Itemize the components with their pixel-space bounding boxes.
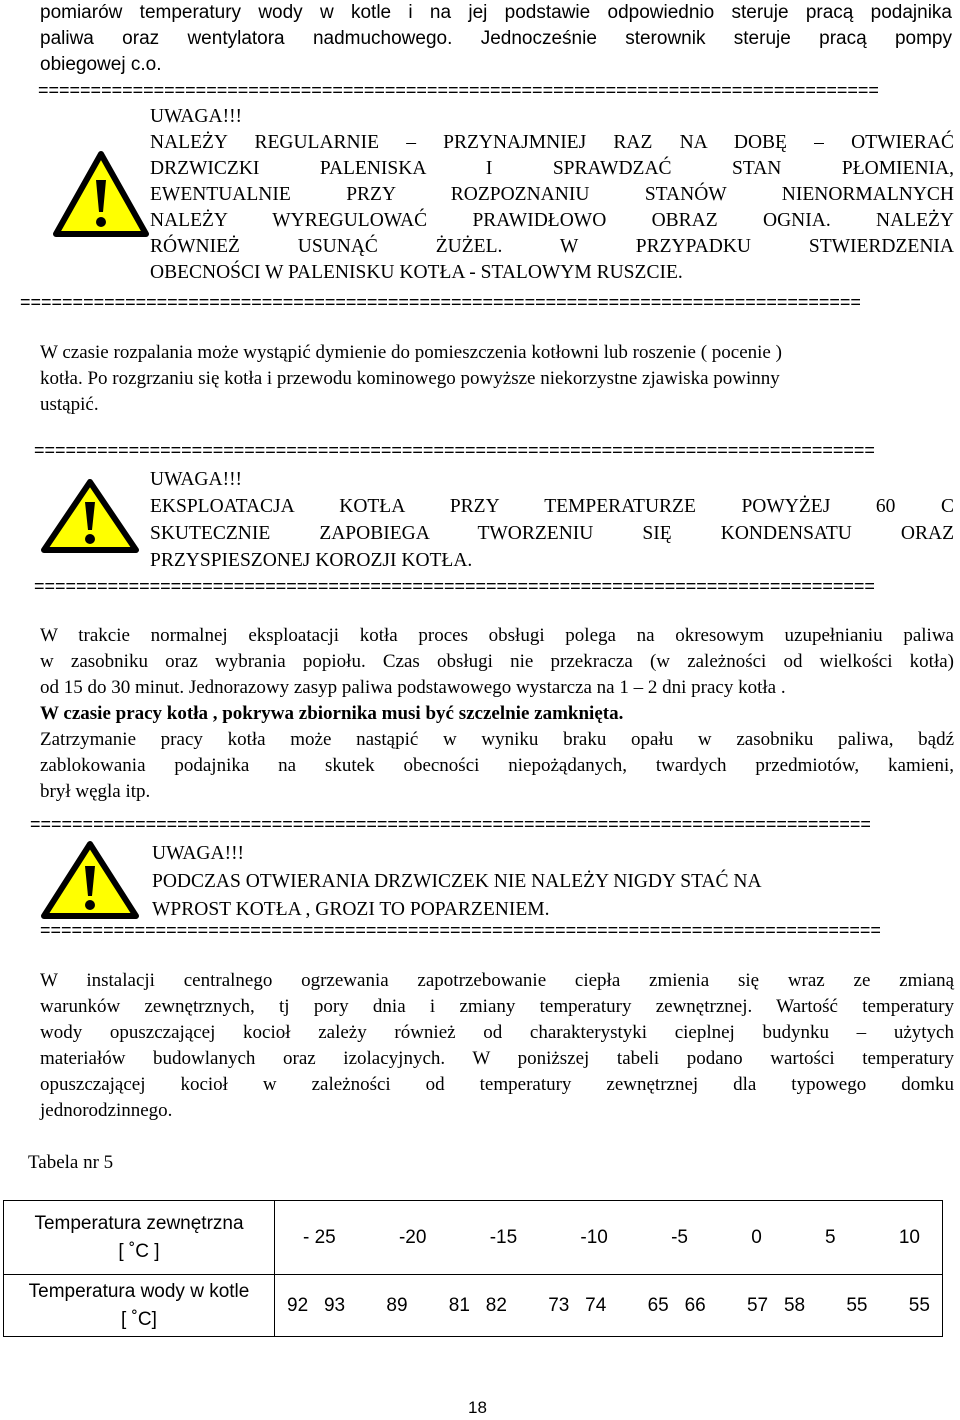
warning-title: UWAGA!!!	[150, 469, 243, 490]
warning-triangle-icon	[40, 840, 140, 920]
table-cell: 0	[751, 1226, 762, 1248]
warning-line: EKSPLOATACJA KOTŁA PRZY TEMPERATURZE POWYŻEJ 60 C	[150, 496, 954, 517]
page-number: 18	[468, 1398, 487, 1417]
separator-line: ================================================================================	[30, 814, 871, 834]
warning-block-1	[150, 104, 954, 286]
text-line: wody opuszczającej kocioł zależy również od charakterystyki cieplnej budynku – użytych	[40, 1022, 954, 1043]
table-row	[4, 1275, 943, 1337]
table-cell: 10	[898, 1226, 920, 1248]
text-line: opuszczającej kocioł w zależności od temperatury zewnętrznej dla typowego domku	[40, 1074, 954, 1095]
table-cell: 65	[647, 1294, 669, 1316]
text-line: W czasie rozpalania może wystąpić dymienie do pomieszczenia kotłowni lub roszenie ( pocenie )	[40, 342, 782, 363]
warning-line: SKUTECZNIE ZAPOBIEGA TWORZENIU SIĘ KONDENSATU ORAZ	[150, 523, 954, 544]
text-line: kotła. Po rozgrzaniu się kotła i przewodu kominowego powyższe niekorzystne zjawiska powinny	[40, 368, 780, 389]
table-cell: 57	[746, 1294, 769, 1316]
table-cell: -20	[398, 1226, 427, 1248]
table-cell: 89	[386, 1294, 408, 1316]
table-cell: 82	[485, 1294, 507, 1316]
text-line: paliwa oraz wentylatora nadmuchowego. Jednocześnie sterownik steruje pracą pompy	[40, 28, 952, 49]
text-line: od 15 do 30 minut. Jednorazowy zasyp paliwa podstawowego wystarcza na 1 – 2 dni pracy kotła .	[40, 677, 786, 698]
table-cell: 55	[908, 1294, 930, 1316]
row-header-water: Temperatura wody w kotle [ ˚C]	[4, 1275, 275, 1337]
separator-line: ================================================================================	[38, 80, 879, 100]
warning-triangle-icon	[40, 478, 140, 554]
paragraph-operation	[40, 623, 954, 805]
text-line: pomiarów temperatury wody w kotle i na jej podstawie odpowiednio steruje pracą podajnika	[40, 2, 952, 23]
text-line: Zatrzymanie pracy kotła może nastąpić w wyniku braku opału w zasobniku paliwa, bądź	[40, 729, 954, 750]
row-header-outdoor: Temperatura zewnętrzna [ ˚C ]	[4, 1201, 275, 1275]
text-line: warunków zewnętrznych, tj pory dnia i zmiany temperatury zewnętrznej. Wartość temperatury	[40, 996, 954, 1017]
table-cell: 73	[548, 1294, 570, 1316]
table-cell: 81	[448, 1294, 470, 1316]
warning-line: WPROST KOTŁA , GROZI TO POPARZENIEM.	[152, 899, 550, 920]
warning-line: NALEŻY REGULARNIE – PRZYNAJMNIEJ RAZ NA DOBĘ – OTWIERAĆ	[150, 132, 954, 153]
temperature-table	[3, 1200, 943, 1337]
text-line: zablokowania podajnika na skutek obecności niepożądanych, twardych przedmiotów, kamieni,	[40, 755, 954, 776]
separator-line: ================================================================================	[20, 292, 861, 312]
table-cell: -15	[489, 1226, 518, 1248]
warning-line: OBECNOŚCI W PALENISKU KOTŁA - STALOWYM RUSZCIE.	[150, 262, 683, 283]
warning-line: RÓWNIEŻ USUNĄĆ ŻUŻEL. W PRZYPADKU STWIERDZENIA	[150, 236, 954, 257]
table-cell: -10	[580, 1226, 608, 1248]
table-cell: 55	[846, 1294, 868, 1316]
warning-triangle-icon	[52, 150, 150, 238]
emphasis-line: W czasie pracy kotła , pokrywa zbiornika musi być szczelnie zamknięta.	[40, 703, 624, 724]
text-line: materiałów budowlanych oraz izolacyjnych. W poniższej tabeli podano wartości temperatury	[40, 1048, 954, 1069]
table-cell: 58	[783, 1294, 806, 1316]
table-caption: Tabela nr 5	[28, 1152, 114, 1173]
warning-line: PRZYSPIESZONEJ KOROZJI KOTŁA.	[150, 550, 473, 571]
text-line: obiegowej c.o.	[40, 54, 162, 75]
warning-line: EWENTUALNIE PRZY ROZPOZNANIU STANÓW NIENORMALNYCH	[150, 184, 954, 205]
table-cell: 74	[585, 1294, 607, 1316]
text-line: ustąpić.	[40, 394, 99, 415]
table-cell: - 25	[303, 1226, 336, 1248]
text-line: W instalacji centralnego ogrzewania zapotrzebowanie ciepła zmienia się wraz ze zmianą	[40, 970, 954, 991]
table-cell: -5	[671, 1226, 688, 1248]
table-cell: 66	[684, 1294, 706, 1316]
separator-line: ================================================================================	[34, 576, 875, 596]
table-row	[4, 1201, 943, 1275]
values-water	[275, 1275, 943, 1337]
intro-paragraph	[40, 0, 952, 78]
warning-line: PODCZAS OTWIERANIA DRZWICZEK NIE NALEŻY NIGDY STAĆ NA	[152, 871, 762, 892]
warning-block-2	[150, 466, 954, 574]
text-line: brył węgla itp.	[40, 781, 151, 802]
warning-line: NALEŻY WYREGULOWAĆ PRAWIDŁOWO OBRAZ OGNIA. NALEŻY	[150, 210, 954, 231]
table-cell: 5	[825, 1226, 836, 1248]
table-cell: 93	[323, 1294, 346, 1316]
text-line: W trakcie normalnej eksploatacji kotła proces obsługi polega na okresowym uzupełnianiu paliwa	[40, 625, 954, 646]
values-outdoor	[275, 1201, 943, 1275]
paragraph-smoke	[40, 340, 952, 418]
warning-block-3	[152, 840, 952, 924]
text-line: w zasobniku oraz wybrania popiołu. Czas obsługi nie przekracza (w zależności od wielkości kotła)	[40, 651, 954, 672]
warning-title: UWAGA!!!	[150, 106, 243, 127]
warning-line: DRZWICZKI PALENISKA I SPRAWDZAĆ STAN PŁOMIENIA,	[150, 158, 954, 179]
warning-title: UWAGA!!!	[152, 843, 245, 864]
paragraph-heating	[40, 968, 954, 1124]
separator-line: ================================================================================	[40, 920, 881, 940]
table-cell: 92	[287, 1294, 309, 1316]
separator-line: ================================================================================	[34, 440, 875, 460]
text-line: jednorodzinnego.	[40, 1100, 173, 1121]
